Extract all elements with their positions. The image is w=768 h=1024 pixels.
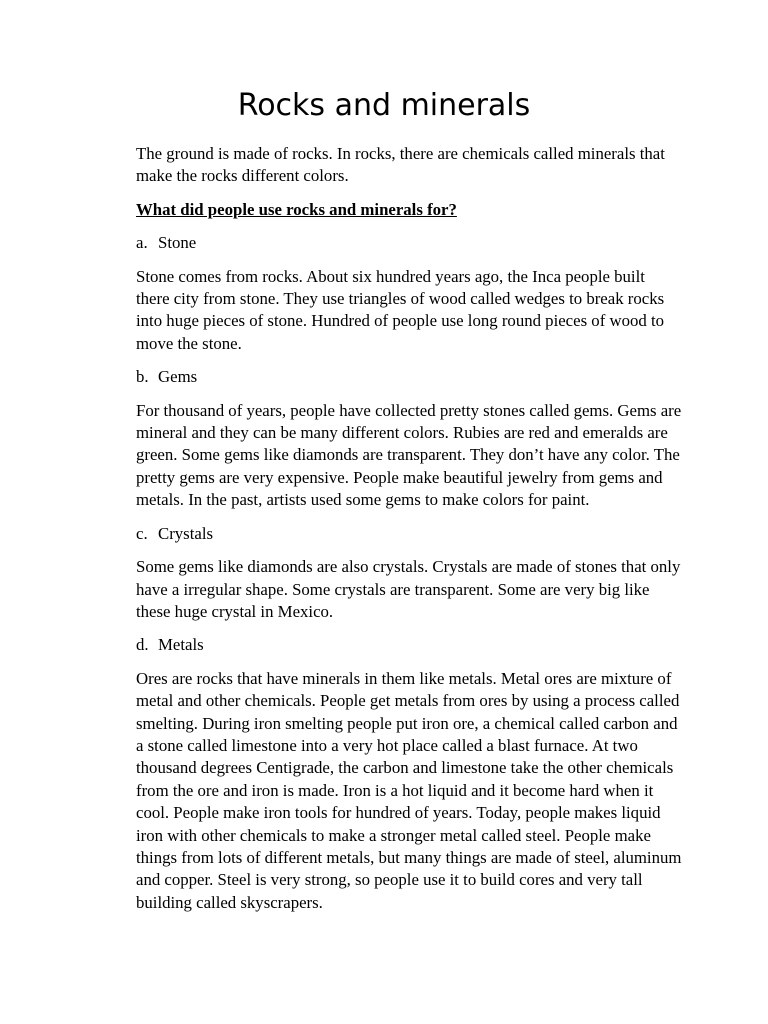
- list-marker: b.: [136, 367, 149, 387]
- list-item-label: Crystals: [158, 523, 214, 543]
- metals-paragraph: Ores are rocks that have minerals in them like metals. Metal ores are mixture of metal and other chemicals. People get metals from ores by using a process called smelting. During iron smelting people put iron ore, a chemical called carbon and a stone called limestone into a very hot place called a blast furnace. At two thousand degrees Centigrade, the carbon and limestone take the other chemicals from the ore and iron is made. Iron is a hot liquid and it become hard when it cool. People make iron tools for hundred of years. Today, people makes liquid iron with other chemicals to make a stronger metal called steel. People make things from lots of different metals, but many things are made of steel, aluminum and copper. Steel is very strong, so people use it to build cores and very tall building called skyscrapers.: [136, 668, 682, 912]
- crystals-paragraph: Some gems like diamonds are also crystals. Crystals are made of stones that only have a irregular shape. Some crystals are transparent. Some are very big like these huge crystal in Mexico.: [136, 557, 681, 621]
- list-marker: d.: [136, 635, 149, 655]
- list-item-gems: [136, 366, 682, 388]
- list-item-label: Metals: [158, 635, 204, 655]
- list-item-label: Stone: [158, 233, 197, 253]
- list-marker: c.: [136, 523, 148, 543]
- list-item-label: Gems: [158, 367, 198, 387]
- intro-paragraph: The ground is made of rocks. In rocks, there are chemicals called minerals that make the rocks different colors.: [136, 144, 665, 186]
- stone-paragraph: Stone comes from rocks. About six hundred years ago, the Inca people built there city from stone. They use triangles of wood called wedges to break rocks into huge pieces of stone. Hundred of people use long round pieces of wood to move the stone.: [136, 266, 665, 353]
- section-heading: What did people use rocks and minerals for?: [136, 199, 457, 219]
- list-item-stone: [136, 232, 682, 254]
- document-body: [136, 143, 682, 925]
- list-item-crystals: [136, 523, 682, 545]
- list-marker: a.: [136, 233, 148, 253]
- gems-paragraph: For thousand of years, people have collected pretty stones called gems. Gems are mineral and they can be many different colors. Rubies are red and emeralds are green. Some gems like diamonds are transparent. They don’t have any color. The pretty gems are very expensive. People make beautiful jewelry from gems and metals. In the past, artists used some gems to make colors for paint.: [136, 400, 682, 510]
- page-title: Rocks and minerals: [237, 88, 531, 123]
- list-item-metals: [136, 634, 682, 656]
